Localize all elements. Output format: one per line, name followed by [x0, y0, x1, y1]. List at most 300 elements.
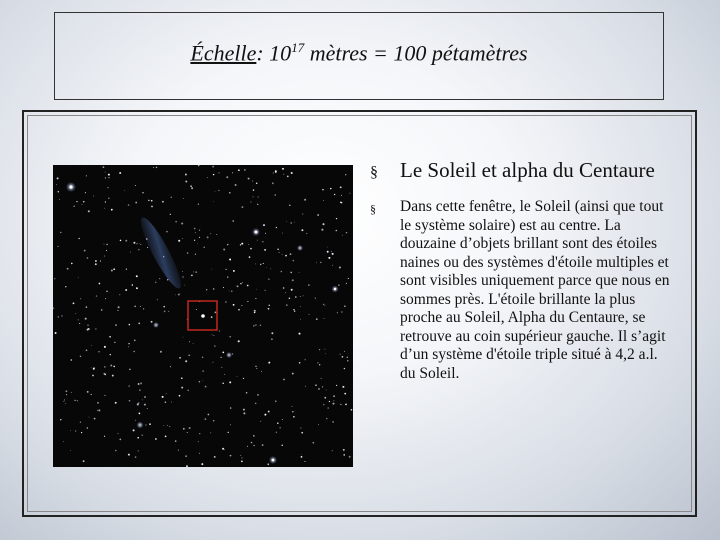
dim-star — [244, 169, 246, 171]
dim-star — [107, 187, 108, 188]
bright-star-core — [69, 185, 72, 188]
dim-star — [94, 367, 95, 368]
dim-star — [214, 456, 216, 458]
dim-star — [224, 374, 225, 375]
dim-star — [155, 282, 156, 283]
dim-star — [257, 204, 259, 206]
dim-star — [253, 189, 254, 190]
dim-star — [111, 270, 113, 272]
dim-star — [315, 298, 316, 299]
dim-star — [67, 268, 69, 270]
dim-star — [110, 354, 111, 355]
dim-star — [80, 356, 81, 357]
bullet-marker: § — [370, 164, 378, 181]
dim-star — [250, 201, 251, 202]
dim-star — [323, 304, 325, 306]
dim-star — [227, 244, 228, 245]
dim-star — [221, 367, 222, 368]
dim-star — [74, 400, 75, 401]
dim-star — [250, 248, 252, 250]
dim-star — [292, 411, 293, 412]
dim-star — [104, 374, 106, 376]
dim-star — [104, 366, 105, 367]
bullet-list — [370, 158, 675, 383]
dim-star — [225, 301, 226, 302]
dim-star — [282, 168, 284, 170]
dim-star — [210, 432, 211, 433]
dim-star — [88, 329, 89, 330]
dim-star — [86, 349, 88, 351]
dim-star — [193, 271, 194, 272]
dim-star — [292, 373, 294, 375]
dim-star — [87, 427, 88, 428]
dim-star — [214, 346, 215, 347]
dim-star — [316, 262, 317, 263]
dim-star — [237, 285, 239, 287]
dim-star — [260, 325, 261, 326]
dim-star — [276, 227, 277, 228]
dim-star — [70, 450, 71, 451]
dim-star — [257, 394, 259, 396]
dim-star — [202, 370, 203, 371]
dim-star — [95, 263, 97, 265]
dim-star — [162, 396, 164, 398]
dim-star — [74, 206, 75, 207]
dim-star — [346, 283, 347, 284]
dim-star — [56, 184, 57, 185]
dim-star — [149, 423, 151, 425]
bright-star — [297, 245, 303, 251]
dim-star — [139, 413, 141, 415]
dim-star — [223, 248, 225, 250]
dim-star — [65, 390, 67, 392]
dim-star — [138, 402, 140, 404]
dim-star — [299, 272, 300, 273]
dim-star — [95, 260, 97, 262]
dim-star — [341, 311, 342, 312]
dim-star — [226, 176, 228, 178]
dim-star — [165, 435, 167, 437]
dim-star — [147, 247, 148, 248]
title-box — [54, 12, 664, 100]
dim-star — [337, 312, 338, 313]
dim-star — [195, 254, 196, 255]
dim-star — [251, 442, 253, 444]
dim-star — [228, 432, 229, 433]
dim-star — [119, 294, 120, 295]
dim-star — [182, 271, 183, 272]
dim-star — [129, 324, 131, 326]
dim-star — [185, 360, 187, 362]
dim-star — [345, 174, 346, 175]
dim-star — [171, 197, 172, 198]
dim-star — [242, 282, 243, 283]
dim-star — [282, 254, 283, 255]
dim-star — [238, 340, 240, 342]
dim-star — [133, 429, 135, 431]
dim-star — [293, 260, 295, 262]
dim-star — [63, 401, 64, 402]
dim-star — [241, 457, 242, 458]
dim-star — [128, 343, 130, 345]
dim-star — [91, 394, 92, 395]
dim-star — [247, 301, 248, 302]
dim-star — [258, 197, 259, 198]
dim-star — [325, 353, 326, 354]
dim-star — [136, 287, 138, 289]
dim-star — [302, 214, 303, 215]
dim-star — [75, 313, 76, 314]
bullet-text: Le Soleil et alpha du Centaure — [400, 158, 655, 182]
dim-star — [301, 229, 303, 231]
dim-star — [104, 436, 105, 437]
dim-star — [215, 191, 216, 192]
dim-star — [168, 311, 169, 312]
title-exponent: 17 — [291, 39, 305, 55]
dim-star — [170, 214, 171, 215]
dim-star — [336, 385, 337, 386]
dim-star — [342, 356, 344, 358]
dim-star — [103, 166, 105, 168]
dim-star — [268, 411, 270, 413]
dim-star — [59, 199, 60, 200]
dim-star — [237, 376, 238, 377]
dim-star — [191, 275, 193, 277]
dim-star — [184, 285, 185, 286]
bright-star — [153, 322, 159, 328]
dim-star — [243, 412, 245, 414]
dim-star — [104, 208, 105, 209]
dim-star — [143, 308, 144, 309]
dim-star — [61, 315, 62, 316]
dim-star — [79, 323, 80, 324]
dim-star — [113, 268, 115, 270]
dim-star — [162, 201, 164, 203]
dim-star — [327, 407, 329, 409]
dim-star — [213, 174, 214, 175]
dim-star — [267, 463, 269, 465]
dim-star — [78, 319, 79, 320]
dim-star — [286, 221, 287, 222]
dim-star — [128, 346, 129, 347]
dim-star — [343, 454, 345, 456]
dim-star — [270, 268, 271, 269]
dim-star — [248, 244, 249, 245]
dim-star — [104, 256, 105, 257]
dim-star — [133, 242, 135, 244]
dim-star — [78, 277, 79, 278]
dim-star — [129, 386, 130, 387]
dim-star — [240, 244, 241, 245]
dim-star — [118, 433, 119, 434]
dim-star — [194, 240, 195, 241]
dim-star — [203, 247, 205, 249]
dim-star — [256, 368, 257, 369]
dim-star — [156, 167, 158, 169]
dim-star — [283, 174, 284, 175]
dim-star — [265, 233, 266, 234]
dim-star — [290, 253, 292, 255]
bright-star-core — [334, 288, 336, 290]
dim-star — [266, 267, 267, 268]
dim-star — [126, 269, 127, 270]
dim-star — [256, 289, 257, 290]
dim-star — [294, 222, 295, 223]
dim-star — [227, 276, 228, 277]
dim-star — [199, 433, 200, 434]
dim-star — [246, 392, 248, 394]
dim-star — [294, 311, 295, 312]
dim-star — [304, 199, 306, 201]
dim-star — [274, 194, 276, 196]
dim-star — [282, 233, 283, 234]
dim-star — [169, 426, 170, 427]
dim-star — [151, 200, 153, 202]
title-base: : 10 — [256, 40, 292, 66]
dim-star — [282, 419, 283, 420]
dim-star — [210, 233, 211, 234]
dim-star — [222, 352, 224, 354]
dim-star — [112, 375, 114, 377]
dim-star — [125, 289, 127, 291]
dim-star — [104, 346, 106, 348]
dim-star — [340, 201, 342, 203]
dim-star — [340, 186, 342, 188]
dim-star — [95, 328, 96, 329]
dim-star — [326, 390, 327, 391]
dim-star — [211, 316, 213, 318]
bullet-marker: § — [370, 202, 376, 216]
dim-star — [276, 432, 277, 433]
dim-star — [114, 342, 115, 343]
dim-star — [325, 349, 326, 350]
dim-star — [58, 191, 59, 192]
dim-star — [195, 271, 197, 273]
dim-star — [263, 224, 265, 226]
dim-star — [197, 243, 198, 244]
dim-star — [285, 292, 286, 293]
dim-star — [291, 406, 292, 407]
dim-star — [336, 218, 337, 219]
dim-star — [148, 200, 150, 202]
dim-star — [240, 283, 241, 284]
dim-star — [300, 306, 301, 307]
dim-star — [233, 270, 235, 272]
dim-star — [93, 195, 94, 196]
dim-star — [170, 366, 171, 367]
dim-star — [118, 306, 120, 308]
dim-star — [111, 209, 113, 211]
dim-star — [260, 421, 261, 422]
dim-star — [187, 432, 188, 433]
dim-star — [81, 432, 82, 433]
dim-star — [178, 294, 180, 296]
dim-star — [142, 399, 143, 400]
dim-star — [199, 453, 200, 454]
dim-star — [205, 386, 207, 388]
dim-star — [87, 257, 89, 259]
dim-star — [89, 417, 90, 418]
dim-star — [329, 401, 330, 402]
dim-star — [334, 400, 335, 401]
dim-star — [93, 368, 95, 370]
dim-star — [140, 306, 141, 307]
dim-star — [323, 318, 324, 319]
dim-star — [339, 266, 341, 268]
dim-star — [299, 362, 301, 364]
dim-star — [323, 200, 324, 201]
dim-star — [249, 256, 251, 258]
dim-star — [104, 244, 105, 245]
dim-star — [198, 441, 199, 442]
dim-star — [138, 323, 140, 325]
dim-star — [124, 190, 125, 191]
dim-star — [247, 446, 248, 447]
dim-star — [280, 271, 282, 273]
dim-star — [70, 359, 72, 361]
dim-star — [255, 298, 256, 299]
dim-star — [305, 386, 306, 387]
dim-star — [332, 265, 333, 266]
dim-star — [132, 284, 133, 285]
dim-star — [212, 166, 214, 168]
dim-star — [185, 173, 187, 175]
dim-star — [318, 424, 319, 425]
dim-star — [188, 354, 190, 356]
dim-star — [319, 364, 320, 365]
dim-star — [60, 419, 61, 420]
dim-star — [182, 238, 183, 239]
dim-star — [347, 357, 348, 358]
dim-star — [105, 298, 106, 299]
dim-star — [272, 182, 274, 184]
dim-star — [287, 176, 289, 178]
dim-star — [98, 409, 100, 411]
dim-star — [190, 185, 192, 187]
dim-star — [140, 244, 141, 245]
dim-star — [135, 185, 136, 186]
dim-star — [293, 309, 294, 310]
dim-star — [86, 306, 88, 308]
dim-star — [119, 172, 121, 174]
dim-star — [333, 395, 335, 397]
dim-star — [213, 288, 214, 289]
dim-star — [106, 291, 107, 292]
dim-star — [205, 418, 207, 420]
dim-star — [243, 409, 245, 411]
dim-star — [135, 456, 137, 458]
dim-star — [120, 240, 122, 242]
dim-star — [91, 367, 92, 368]
sun-position — [201, 314, 205, 318]
dim-star — [80, 298, 81, 299]
dim-star — [73, 302, 75, 304]
dim-star — [283, 379, 285, 381]
dim-star — [144, 404, 146, 406]
dim-star — [264, 249, 266, 251]
dim-star — [345, 404, 347, 406]
dim-star — [183, 198, 184, 199]
dim-star — [146, 238, 148, 240]
dim-star — [222, 382, 224, 384]
dim-star — [129, 369, 130, 370]
dim-star — [243, 378, 244, 379]
dim-star — [199, 230, 200, 231]
dim-star — [54, 278, 55, 279]
dim-star — [155, 438, 157, 440]
dim-star — [241, 206, 243, 208]
dim-star — [252, 181, 253, 182]
dim-star — [238, 309, 240, 311]
dim-star — [85, 192, 86, 193]
dim-star — [343, 449, 345, 451]
dim-star — [159, 278, 160, 279]
dim-star — [79, 238, 80, 239]
dim-star — [319, 349, 320, 350]
dim-star — [164, 311, 166, 313]
dim-star — [275, 171, 277, 173]
bullet-heading — [370, 158, 675, 182]
dim-star — [207, 177, 208, 178]
dim-star — [321, 229, 323, 231]
dim-star — [232, 172, 233, 173]
dim-star — [313, 442, 315, 444]
dim-star — [64, 399, 65, 400]
dim-star — [301, 454, 302, 455]
dim-star — [137, 437, 139, 439]
bullet-description — [370, 198, 675, 383]
dim-star — [86, 175, 87, 176]
dim-star — [125, 240, 127, 242]
dim-star — [346, 232, 348, 234]
dim-star — [222, 448, 224, 450]
dim-star — [268, 308, 270, 310]
dim-star — [322, 386, 323, 387]
dim-star — [105, 201, 106, 202]
dim-star — [317, 362, 318, 363]
dim-star — [88, 210, 90, 212]
dim-star — [115, 402, 117, 404]
dim-star — [145, 424, 146, 425]
dim-star — [195, 232, 196, 233]
dim-star — [301, 432, 303, 434]
dim-star — [186, 465, 188, 467]
dim-star — [202, 357, 204, 359]
dim-star — [185, 455, 187, 457]
dim-star — [140, 382, 142, 384]
dim-star — [220, 357, 221, 358]
dim-star — [179, 357, 181, 359]
dim-star — [248, 178, 250, 180]
dim-star — [87, 391, 89, 393]
dim-star — [327, 247, 328, 248]
dim-star — [147, 408, 148, 409]
starfield-image — [53, 165, 353, 467]
dim-star — [163, 425, 164, 426]
dim-star — [300, 428, 301, 429]
bullet-text: Dans cette fenêtre, le Soleil (ainsi que tout le système solaire) est au centre. La douzaine d’objets brillant sont des étoiles naines ou des systèmes d'étoile multiples et sont visibles uniquement parce que nous en sommes près. L'étoile brillante la plus proche au Soleil, Alpha du Centaure, se retrouve au coin supérieur gauche. Il s’agit d’un système d'étoile triple situé à 4,2 a.l. du Soleil. — [400, 198, 670, 382]
dim-star — [277, 248, 279, 250]
dim-star — [322, 189, 323, 190]
dim-star — [153, 167, 154, 168]
dim-star — [166, 231, 168, 233]
dim-star — [139, 389, 140, 390]
dim-star — [92, 375, 94, 377]
dim-star — [230, 455, 232, 457]
dim-star — [76, 201, 77, 202]
dim-star — [71, 263, 73, 265]
dim-star — [342, 235, 343, 236]
